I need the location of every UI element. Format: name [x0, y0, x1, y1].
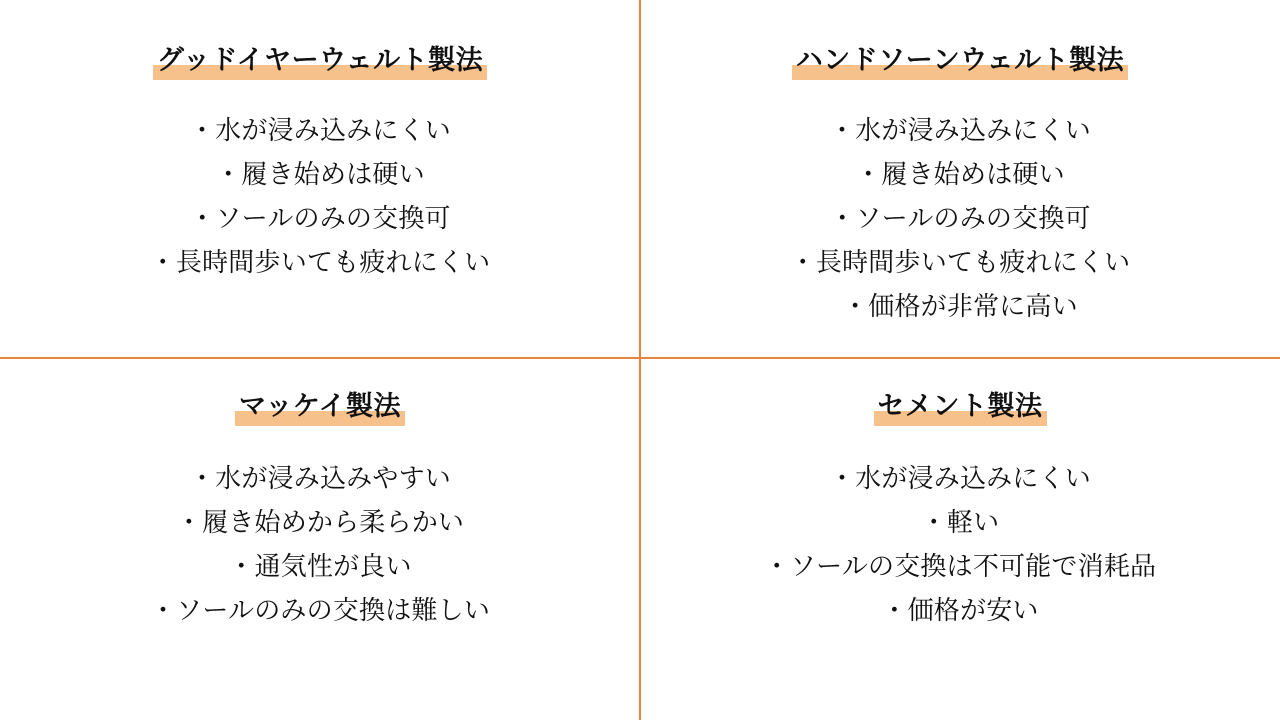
quadrant-goodyear-welt — [0, 0, 640, 358]
quadrant-hand-sewn-welt — [640, 0, 1280, 358]
list-item: ・ソールのみの交換可 — [189, 203, 451, 234]
feature-list — [150, 112, 491, 281]
list-item: ・ソールの交換は不可能で消耗品 — [763, 551, 1157, 582]
quadrant-title — [792, 44, 1128, 78]
list-item: ・長時間歩いても疲れにくい — [789, 247, 1131, 278]
feature-list — [764, 460, 1156, 629]
list-item: ・価格が安い — [881, 595, 1039, 626]
feature-list — [150, 460, 490, 629]
quadrant-title-label: マッケイ製法 — [238, 391, 402, 421]
list-item: ・ソールのみの交換可 — [829, 203, 1091, 234]
quadrant-title-label: ハンドソーンウェルト製法 — [795, 45, 1125, 75]
list-item: ・軽い — [920, 507, 1000, 538]
quadrant-title-label: グッドイヤーウェルト製法 — [156, 45, 484, 75]
list-item: ・長時間歩いても疲れにくい — [149, 247, 491, 278]
list-item: ・履き始めは硬い — [215, 159, 425, 190]
quadrant-cement — [640, 358, 1280, 720]
list-item: ・通気性が良い — [228, 551, 412, 582]
list-item: ・履き始めから柔らかい — [175, 507, 465, 538]
list-item: ・水が浸み込みにくい — [828, 463, 1091, 494]
list-item: ・水が浸み込みやすい — [188, 463, 451, 494]
quadrant-title — [153, 44, 487, 78]
quadrant-title — [235, 390, 405, 424]
list-item: ・水が浸み込みにくい — [828, 115, 1091, 146]
quadrant-mckay — [0, 358, 640, 720]
list-item: ・ソールのみの交換は難しい — [149, 595, 491, 626]
feature-list — [790, 112, 1131, 325]
quadrant-title — [874, 390, 1047, 424]
list-item: ・価格が非常に高い — [842, 291, 1078, 322]
quadrant-title-label: セメント製法 — [877, 391, 1043, 421]
list-item: ・水が浸み込みにくい — [188, 115, 451, 146]
list-item: ・履き始めは硬い — [855, 159, 1065, 190]
